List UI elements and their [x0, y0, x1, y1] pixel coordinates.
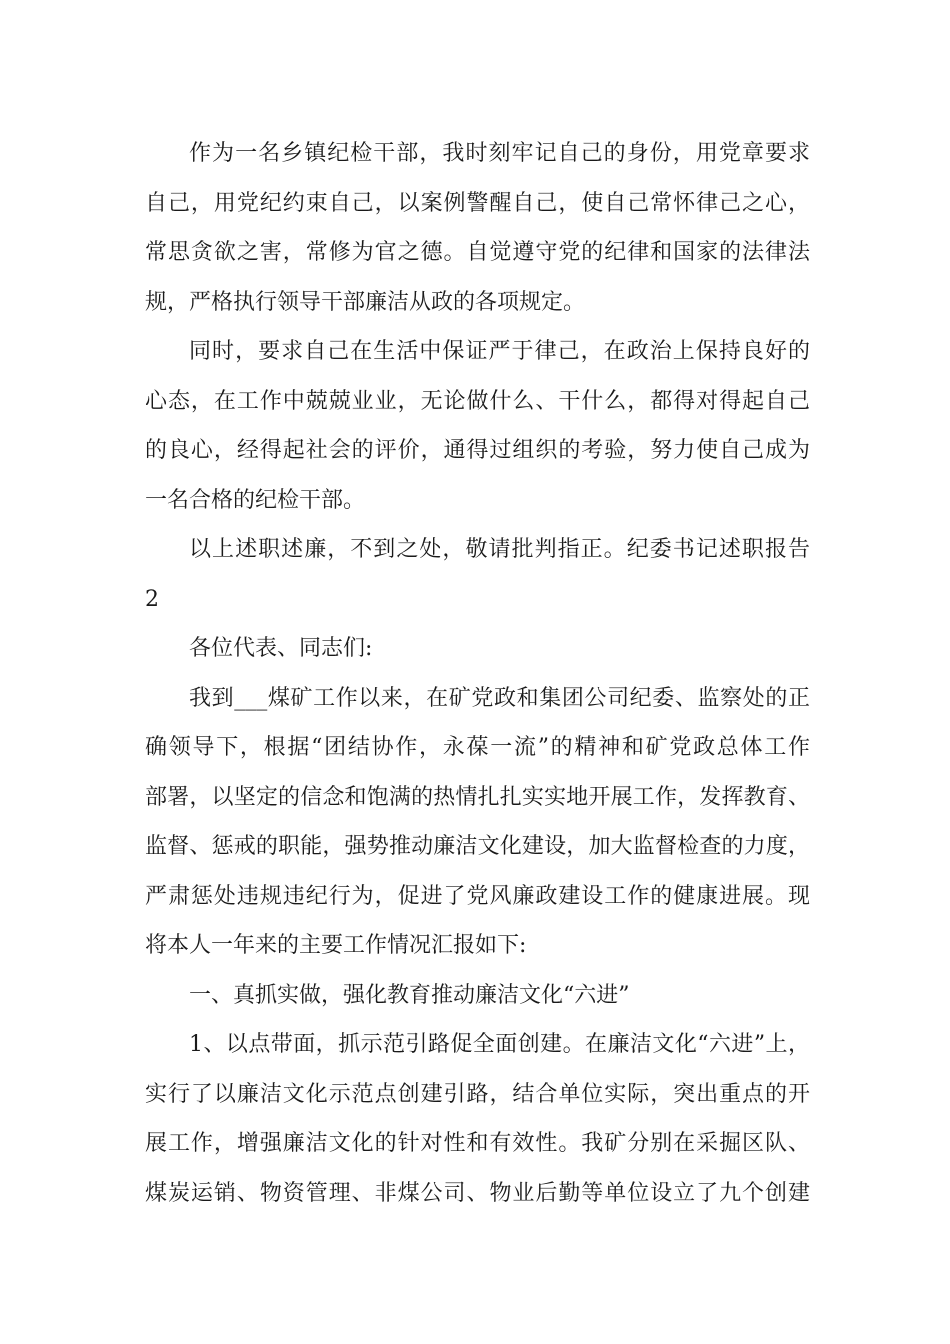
text-line: 确领导下，根据“团结协作，永葆一流”的精神和矿党政总体工作: [145, 735, 810, 760]
text-line: 自己，用党纪约束自己，以案例警醒自己，使自己常怀律己之心，: [145, 190, 810, 216]
document-body: [145, 129, 810, 1218]
text-line: 各位代表、同志们:: [189, 636, 373, 661]
text-line: 规，严格执行领导干部廉洁从政的各项规定。: [145, 289, 586, 315]
text-line: 我到___煤矿工作以来，在矿党政和集团公司纪委、监察处的正: [189, 685, 810, 711]
text-line: 1、以点带面，抓示范引路促全面创建。在廉洁文化“六进”上，: [189, 1032, 810, 1057]
text-line: 展工作，增强廉洁文化的针对性和有效性。我矿分别在采掘区队、: [145, 1131, 810, 1156]
text-line: 作为一名乡镇纪检干部，我时刻牢记自己的身份，用党章要求: [189, 141, 810, 166]
text-line: 2: [145, 586, 159, 612]
text-line: 同时，要求自己在生活中保证严于律己，在政治上保持良好的: [189, 339, 810, 364]
text-line: 常思贪欲之害，常修为官之德。自觉遵守党的纪律和国家的法律法: [145, 240, 810, 265]
text-line: 监督、惩戒的职能，强势推动廉洁文化建设，加大监督检查的力度，: [145, 834, 810, 859]
text-line: 将本人一年来的主要工作情况汇报如下:: [145, 933, 527, 958]
text-line: 实行了以廉洁文化示范点创建引路，结合单位实际，突出重点的开: [145, 1081, 810, 1107]
text-line: 煤炭运销、物资管理、非煤公司、物业后勤等单位设立了九个创建: [145, 1180, 810, 1206]
text-line: 以上述职述廉，不到之处，敬请批判指正。纪委书记述职报告: [189, 537, 810, 562]
text-line: 一、真抓实做，强化教育推动廉洁文化“六进”: [189, 982, 630, 1008]
text-line: 部署，以坚定的信念和饱满的热情扎扎实实地开展工作，发挥教育、: [145, 784, 810, 810]
text-line: 心态，在工作中兢兢业业，无论做什么、干什么，都得对得起自己: [145, 388, 810, 414]
text-line: 严肃惩处违规违纪行为，促进了党风廉政建设工作的健康进展。现: [145, 883, 810, 909]
text-line: 的良心，经得起社会的评价，通得过组织的考验，努力使自己成为: [145, 438, 810, 463]
text-line: 一名合格的纪检干部。: [145, 487, 366, 513]
